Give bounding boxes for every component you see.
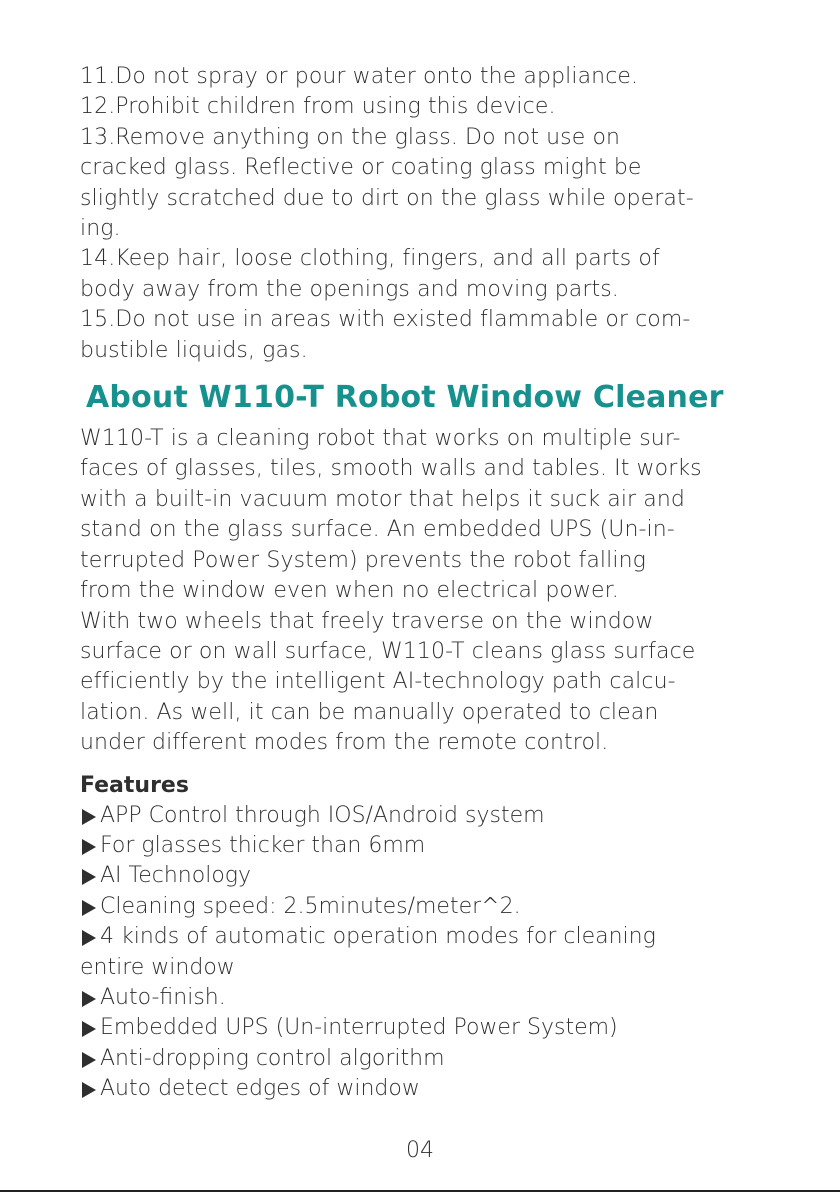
feature-text: Anti-dropping control algorithm — [100, 1045, 445, 1071]
feature-text: AI Technology — [100, 863, 252, 889]
feature-text: Embedded UPS (Un-interrupted Power System) — [100, 1015, 618, 1041]
triangle-bullet-icon — [82, 1021, 96, 1037]
section-heading-about: About W110-T Robot Window Cleaner — [86, 380, 724, 416]
about-description: W110-T is a cleaning robot that works on multiple sur- faces of glasses, tiles, smooth walls and tables. It works with a built-in vacuum motor that helps it suck air and stand on the glass surface. An embedded UPS (Un-in- terrupted Power System) prevents the robot falling from the window even when no electrical power. With two wheels that freely traverse on the window surface or on wall surface, W110-T cleans glass surface efficiently by the intelligent AI-technology path calcu- lation. As well, it can be manually operated to clean under different modes from the remote control. — [80, 426, 702, 756]
feature-item — [80, 1074, 780, 1104]
triangle-bullet-icon — [82, 991, 96, 1007]
page-number: 04 — [406, 1138, 434, 1163]
feature-item — [80, 831, 780, 861]
manual-page — [80, 62, 780, 1105]
feature-item-continuation — [80, 953, 780, 983]
feature-item — [80, 801, 780, 831]
feature-text: entire window — [80, 954, 235, 980]
feature-text: 4 kinds of automatic operation modes for cleaning — [100, 924, 656, 950]
feature-item — [80, 1013, 780, 1043]
triangle-bullet-icon — [82, 1082, 96, 1098]
feature-item — [80, 1044, 780, 1074]
feature-text: For glasses thicker than 6mm — [100, 832, 426, 858]
feature-text: Auto-finish. — [100, 984, 226, 1010]
feature-item — [80, 892, 780, 922]
features-list — [80, 801, 780, 1105]
features-title: Features — [80, 772, 189, 798]
feature-item — [80, 861, 780, 891]
feature-text: Auto detect edges of window — [100, 1076, 420, 1102]
triangle-bullet-icon — [82, 930, 96, 946]
safety-instructions: 11.Do not spray or pour water onto the appliance. 12.Prohibit children from using this device. 13.Remove anything on the glass. Do not use on cracked glass. Reflective or coating glass might be slightly scratched due to dirt on the glass while operat- ing. 14.Keep hair, loose clothing, fingers, and all parts of body away from the openings and moving parts. 15.Do not use in areas with existed flammable or com- bustible liquids, gas. — [80, 64, 694, 363]
feature-item — [80, 922, 780, 952]
triangle-bullet-icon — [82, 869, 96, 885]
triangle-bullet-icon — [82, 900, 96, 916]
triangle-bullet-icon — [82, 809, 96, 825]
triangle-bullet-icon — [82, 839, 96, 855]
triangle-bullet-icon — [82, 1052, 96, 1068]
feature-text: APP Control through IOS/Android system — [100, 802, 545, 828]
feature-text: Cleaning speed: 2.5minutes/meter^2. — [100, 893, 521, 919]
feature-item — [80, 983, 780, 1013]
